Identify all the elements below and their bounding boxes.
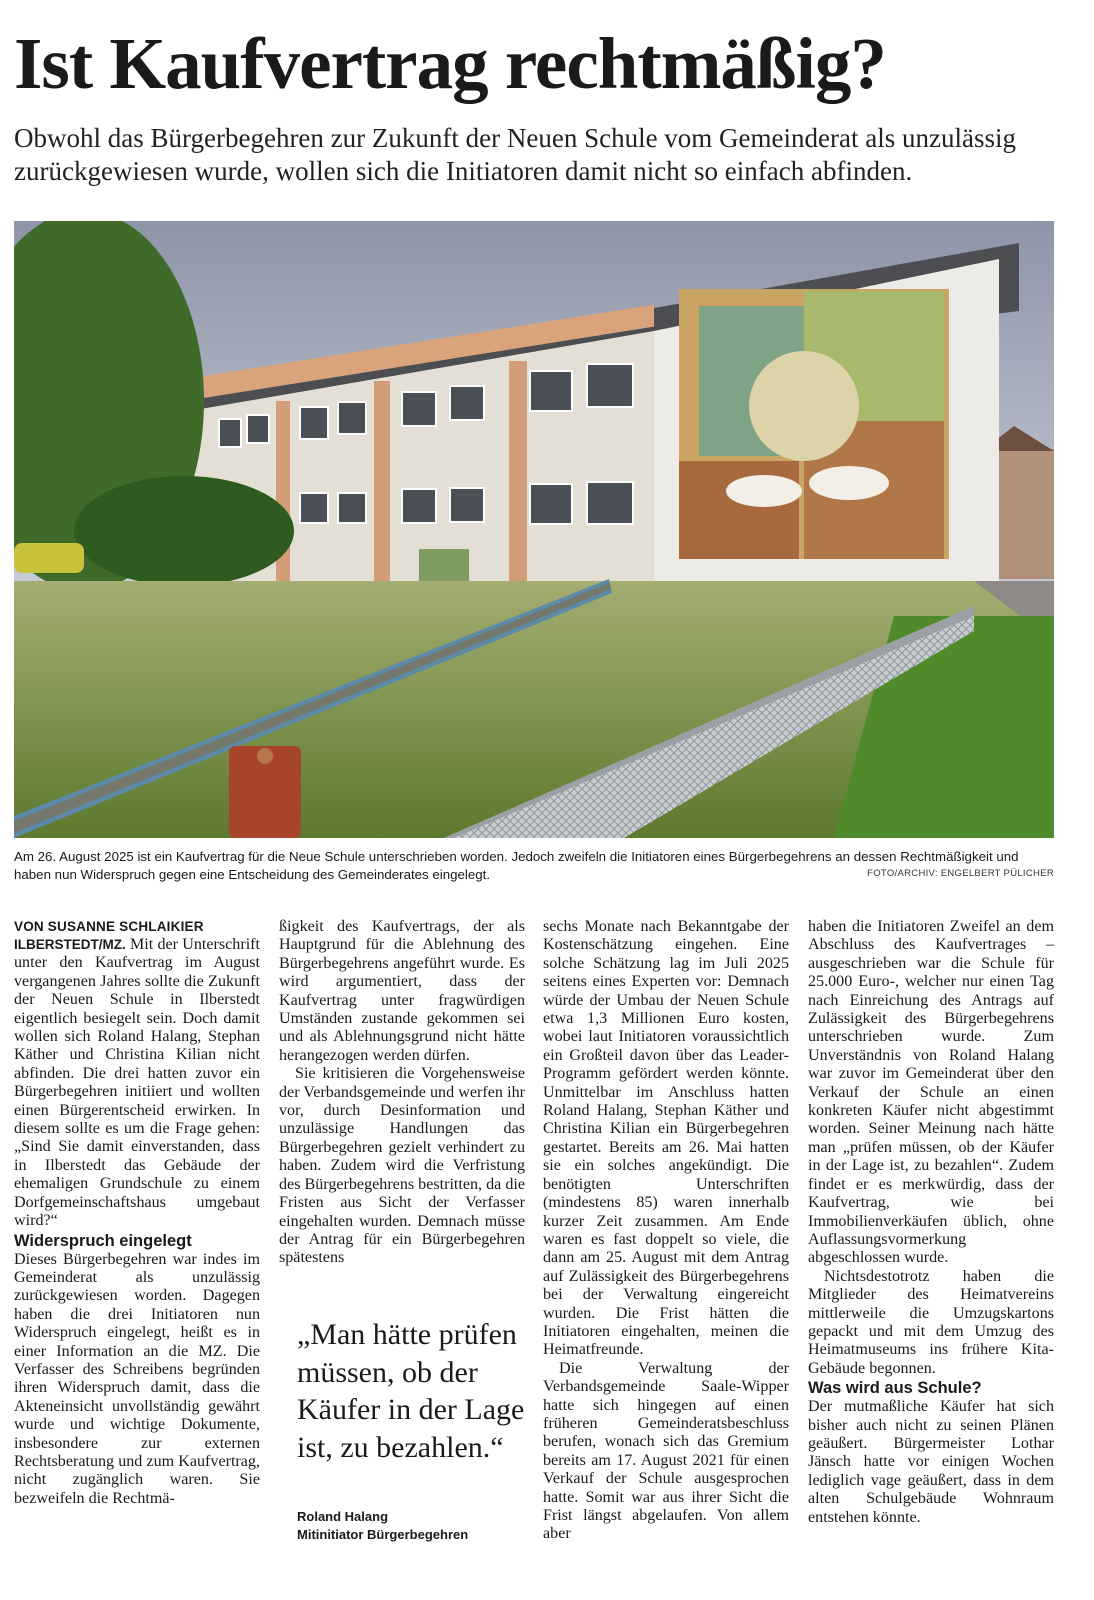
pull-quote-role: Mitinitiator Bürgerbegehren <box>297 1527 469 1542</box>
paragraph-4-cont: haben die Initiatoren Zweifel an dem Abschluss des Kaufvertrages – ausgeschrieben war die Schule für 25.000 Euro-, welcher nur einen Tag nach Einreichung des Antrags auf Zulässigkeit des Bürgerbegehrens unterschrieben wurde. Zum Unverständnis von Roland Halang war zuvor im Gemeinderat über den Verkauf der Schule an einen konkreten Käufer nicht abgestimmt worden. Seiner Meinung nach hätte man „prüfen müssen, ob der Käufer in der Lage ist, zu bezahlen“. Zudem findet er es merkwürdig, dass der Kaufvertrag, wie bei Immobilienverkäufen üblich, ohne Auflassungsvormerkung abgeschlossen wurde. <box>808 918 1054 1267</box>
article-photo <box>14 221 1054 838</box>
paragraph-2-cont: ßigkeit des Kaufvertrags, der als Hauptgrund für die Ablehnung des Bürgerbegehrens angeführt wurde. Es wird argumentiert, dass der Kaufvertrag unter fragwürdigen Umständen zustande gekommen sei und als Ablehnungsgrund nicht hätte herangezogen werden dürfen. <box>279 918 525 1064</box>
photo-credit: FOTO/ARCHIV: ENGELBERT PÜLICHER <box>867 868 1054 879</box>
deck: Obwohl das Bürgerbegehren zur Zukunft der Neuen Schule vom Gemeinderat als unzulässig zurückgewiesen wurde, wollen sich die Initiatoren damit nicht so einfach abfinden. <box>14 123 1016 186</box>
paragraph-4: Die Verwaltung der Verbandsgemeinde Saale-Wipper hatte sich hingegen auf einen früheren Gemeinderatsbeschluss berufen, wonach sich das Gremium bereits am 17. August 2021 für einen Verkauf der Schule ausgesprochen hatte. Somit war aus ihrer Sicht die Frist längst abgelaufen. Von allem aber <box>543 1359 789 1543</box>
paragraph-3: Sie kritisieren die Vorgehensweise der Verbandsgemeinde und werfen ihr vor, durch Desinformation und unzulässige Handlungen das Bürgerbegehren gezielt verhindert zu haben. Zudem wird die Verfristung des Bürgerbegehrens bestritten, da die Fristen aus Sicht der Verfasser eingehalten wurden. Demnach müsse der Antrag für ein Bürgerbegehren spätestens <box>279 1065 525 1267</box>
paragraph-5: Nichtsdestotrotz haben die Mitglieder des Heimatvereins mittlerweile die Umzugskartons gepackt und mit dem Umzug des Heimatmuseums ins frühere Kita-Gebäude begonnen. <box>808 1267 1054 1377</box>
subheading-widerspruch: Widerspruch eingelegt <box>14 1231 192 1250</box>
pull-quote-name: Roland Halang <box>297 1509 389 1524</box>
paragraph-6: Der mutmaßliche Käufer hat sich bisher auch nicht zu seinen Plänen geäußert. Bürgermeister Lothar Jänsch hatte vor einigen Wochen lediglich vage geäußert, dass in dem alten Schulgebäude Wohnraum entstehen könnte. <box>808 1398 1054 1526</box>
paragraph-2: Dieses Bürgerbegehren war indes im Gemeinderat als unzulässig zurückgewiesen worden. Dagegen haben die drei Initiatoren nun Widerspruch eingelegt, heißt es in einer Information an die MZ. Die Verfasser des Schreibens begründen ihren Widerspruch damit, dass die Akteneinsicht unvollständig gewährt wurde und wichtige Dokumente, insbesondere zur externen Rechtsberatung und zum Kaufvertrag, nicht zugänglich waren. Sie bezweifeln die Rechtmä- <box>14 1250 260 1507</box>
dateline: ILBERSTEDT/MZ. <box>14 937 126 952</box>
photo-caption: Am 26. August 2025 ist ein Kaufvertrag für die Neue Schule unterschrieben worden. Jedoch zweifeln die Initiatoren eines Bürgerbegehrens an dessen Rechtmäßigkeit und haben nun Widerspruch gegen eine Entscheidung des Gemeinderates eingelegt. <box>14 849 1019 882</box>
column-4 <box>808 918 1054 1527</box>
column-3 <box>543 918 789 1544</box>
subheading-schule: Was wird aus Schule? <box>808 1379 982 1398</box>
pull-quote: „Man hätte prüfen müssen, ob der Käufer in der Lage ist, zu bezahlen.“ <box>297 1318 525 1464</box>
headline: Ist Kaufvertrag rechtmäßig? <box>14 23 886 104</box>
byline: VON SUSANNE SCHLAIKIER <box>14 919 204 934</box>
paragraph-3-cont: sechs Monate nach Bekanntgabe der Kostenschätzung eingehen. Eine solche Schätzung lag im Juli 2025 seitens eines Experten vor: Demnach würde der Umbau der Neuen Schule etwa 1,3 Millionen Euro kosten, wobei laut Initiatoren voraussichtlich ein Großteil davon über das Leader-Programm gefördert werden könnte. Unmittelbar im Anschluss hatten Roland Halang, Stephan Käther und Christina Kilian ein Bürgerbegehren gestartet. Bereits am 26. Mai hatten sie ein solches angekündigt. Die benötigten Unterschriften (mindestens 85) waren innerhalb kurzer Zeit zusammen. Am Ende waren es fast doppelt so viele, die dann am 25. August mit dem Antrag auf Zulässigkeit des Bürgerbegehrens bei der Verwaltung eingereicht wurden. Die Frist hätten die Initiatoren eingehalten, meinen die Heimatfreunde. <box>543 918 789 1359</box>
column-1 <box>14 918 260 1508</box>
column-2 <box>279 918 525 1268</box>
paragraph-1: Mit der Unterschrift unter den Kaufvertrag im August vergangenen Jahres sollte die Zukunft der Neuen Schule in Ilberstedt eigentlich besiegelt sein. Doch damit wollen sich Roland Halang, Stephan Käther und Christina Kilian nicht abfinden. Die drei hatten zuvor ein Bürgerbegehren initiiert und wollten einen Bürgerentscheid erwirken. In diesem sollte es um die Frage gehen: „Sind Sie damit einverstanden, dass in Ilberstedt das Gebäude der ehemaligen Grundschule zu einem Dorfgemeinschaftshaus umgebaut wird?“ <box>14 936 260 1230</box>
